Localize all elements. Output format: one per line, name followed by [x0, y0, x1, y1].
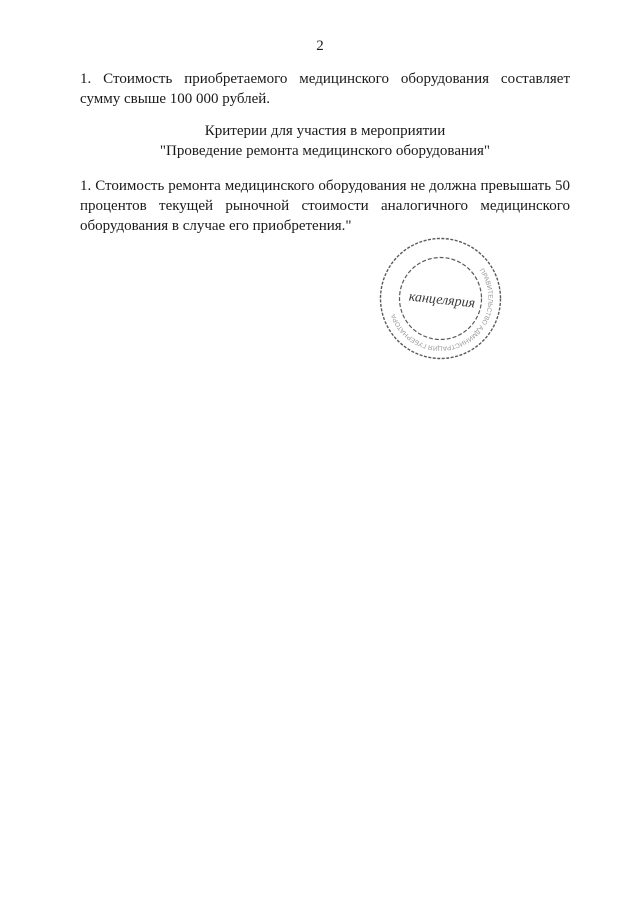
- stamp-ring-text: ПРАВИТЕЛЬСТВО АДМИНИСТРАЦИЯ ГУБЕРНАТОРА: [390, 267, 494, 352]
- paragraph-repair-limit: 1. Стоимость ремонта медицинского оборудования не должна превышать 50 процентов текущей рыночной стоимости аналогичного медицинского оборудования в случае его приобретения.": [80, 178, 570, 234]
- paragraph-cost-threshold: 1. Стоимость приобретаемого медицинского оборудования составляет сумму свыше 100 000 рублей.: [80, 71, 570, 107]
- criteria-heading: [80, 121, 570, 161]
- criteria-heading-line-2: "Проведение ремонта медицинского оборудования": [159, 143, 491, 159]
- page-number: 2: [316, 38, 324, 54]
- criteria-heading-line-1: Критерии для участия в мероприятии: [204, 123, 446, 139]
- stamp-center-text: канцелярия: [408, 289, 476, 312]
- office-stamp: [378, 236, 503, 361]
